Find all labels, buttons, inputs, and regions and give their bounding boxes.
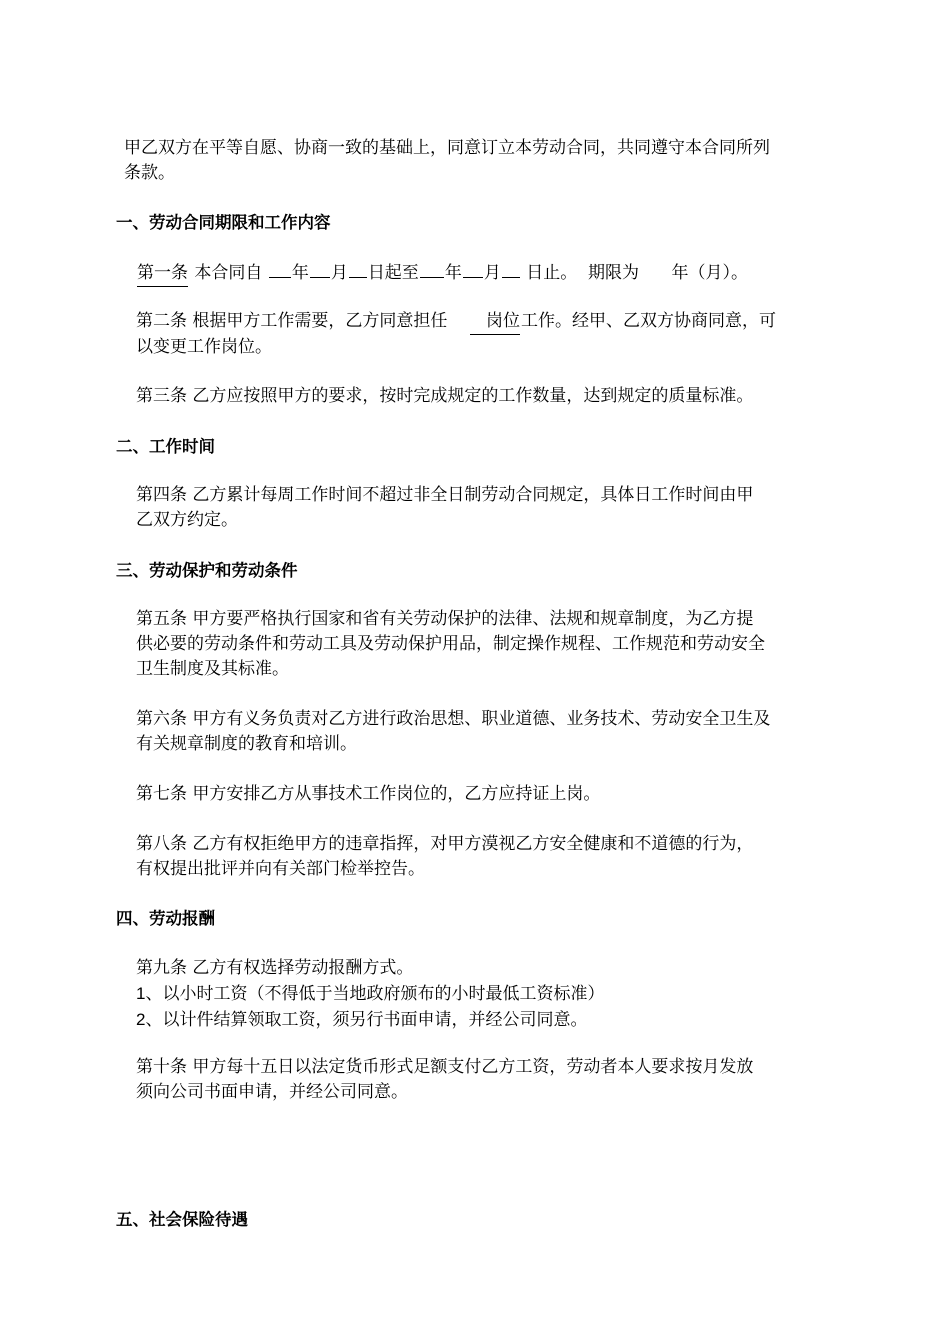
article-2-line-2: 以变更工作岗位。 — [136, 337, 272, 357]
article-4-line-1: 第四条 乙方累计每周工作时间不超过非全日制劳动合同规定，具体日工作时间由甲 — [136, 485, 754, 505]
article-6-line-2: 有关规章制度的教育和培训。 — [136, 734, 357, 754]
intro-line-1: 甲乙双方在平等自愿、协商一致的基础上，同意订立本劳动合同，共同遵守本合同所列 — [124, 138, 770, 158]
article-1-label: 第一条 — [137, 261, 188, 287]
article-4 — [136, 483, 753, 533]
article-4-line-2: 乙双方约定。 — [136, 510, 238, 530]
article-2-label: 第二条 — [136, 311, 187, 331]
day-blank-start — [349, 259, 367, 278]
article-5-line-3: 卫生制度及其标准。 — [136, 659, 289, 679]
day-blank-end — [502, 259, 520, 278]
article-8-line-1: 第八条 乙方有权拒绝甲方的违章指挥，对甲方漠视乙方安全健康和不道德的行为， — [136, 834, 754, 854]
article-10-line-1: 第十条 甲方每十五日以法定货币形式足额支付乙方工资，劳动者本人要求按月发放 — [136, 1057, 754, 1077]
article-2-position: 岗位 — [470, 309, 520, 335]
article-1-to: 日起至 — [367, 263, 419, 283]
article-1-term: 期限为 — [588, 263, 640, 283]
article-1-year-1: 年 — [291, 263, 309, 283]
article-8 — [136, 832, 753, 882]
section-heading-5: 五、社会保险待遇 — [116, 1210, 248, 1229]
year-blank-end — [420, 259, 444, 278]
article-6 — [136, 707, 770, 757]
article-5-line-2: 供必要的劳动条件和劳动工具及劳动保护用品，制定操作规程、工作规范和劳动安全 — [136, 634, 765, 654]
article-8-line-2: 有权提出批评并向有关部门检举控告。 — [136, 859, 425, 879]
article-9 — [136, 956, 604, 1033]
year-blank-start — [269, 259, 291, 278]
article-2-text-2: 工作。经甲、乙双方协商同意，可 — [521, 311, 777, 331]
article-1-year-2: 年 — [444, 263, 462, 283]
month-blank-start — [310, 259, 330, 278]
article-1-text-start: 本合同自 — [194, 263, 263, 283]
pay-option-2 — [136, 1007, 604, 1033]
article-6-line-1: 第六条 甲方有义务负责对乙方进行政治思想、职业道德、业务技术、劳动安全卫生及 — [136, 709, 771, 729]
article-1-month-1: 月 — [330, 263, 348, 283]
section-heading-1: 一、劳动合同期限和工作内容 — [116, 213, 331, 232]
section-heading-4: 四、劳动报酬 — [116, 909, 215, 928]
article-3: 第三条 乙方应按照甲方的要求，按时完成规定的工作数量，达到规定的质量标准。 — [136, 386, 754, 406]
pay-option-1-text: 、以小时工资（不得低于当地政府颁布的小时最低工资标准） — [145, 984, 605, 1004]
month-blank-end — [463, 259, 483, 278]
article-2 — [136, 309, 776, 360]
article-5 — [136, 607, 765, 682]
article-1-end: 日止。 — [526, 263, 578, 283]
pay-option-1-number: 1 — [136, 984, 146, 1003]
article-9-line-1: 第九条 乙方有权选择劳动报酬方式。 — [136, 958, 414, 978]
section-heading-2: 二、工作时间 — [116, 437, 215, 456]
article-10-line-2: 须向公司书面申请，并经公司同意。 — [136, 1082, 408, 1102]
pay-option-1 — [136, 981, 604, 1007]
article-7: 第七条 甲方安排乙方从事技术工作岗位的，乙方应持证上岗。 — [136, 784, 601, 804]
article-5-line-1: 第五条 甲方要严格执行国家和省有关劳动保护的法律、法规和规章制度，为乙方提 — [136, 609, 754, 629]
intro-paragraph — [124, 136, 770, 186]
article-2-text-1: 根据甲方工作需要，乙方同意担任 — [192, 311, 448, 331]
pay-option-2-text: 、以计件结算领取工资，须另行书面申请，并经公司同意。 — [145, 1010, 588, 1030]
article-1-month-2: 月 — [483, 263, 501, 283]
article-1-term-unit: 年（月）。 — [671, 263, 748, 283]
article-1 — [136, 259, 748, 287]
article-10 — [136, 1055, 753, 1105]
pay-option-2-number: 2 — [136, 1010, 146, 1029]
intro-line-2: 条款。 — [124, 163, 175, 183]
section-heading-3: 三、劳动保护和劳动条件 — [116, 561, 298, 580]
